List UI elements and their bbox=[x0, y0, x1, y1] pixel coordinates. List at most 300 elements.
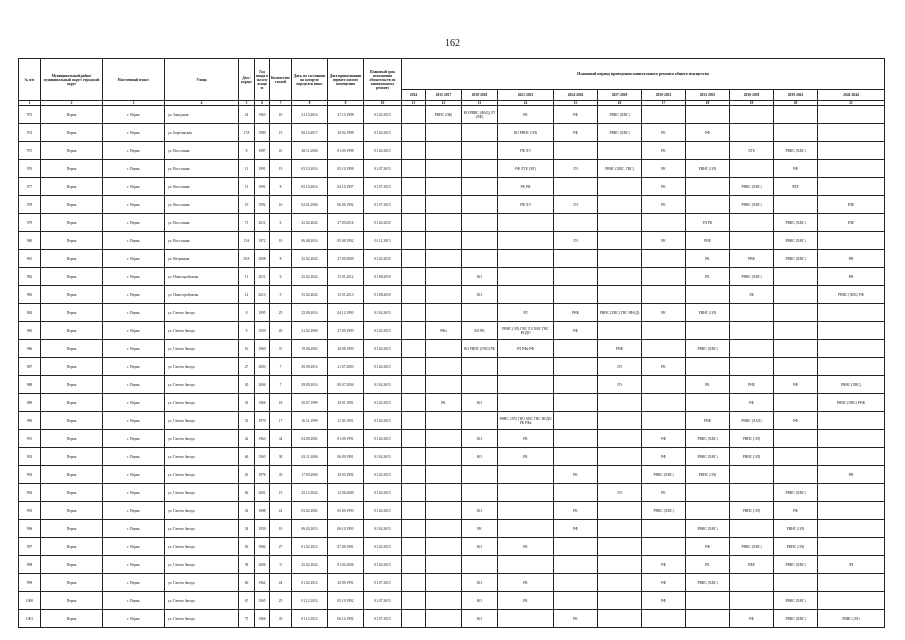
cell-period-work: РВНС (ХВС) bbox=[774, 142, 818, 160]
cell-period-work: КО bbox=[462, 448, 498, 466]
cell-period-work bbox=[730, 322, 774, 340]
cell-num: 993 bbox=[19, 466, 41, 484]
cell-period-work bbox=[498, 250, 554, 268]
cell-district: Пермь bbox=[41, 178, 103, 196]
header-column-number: 5 bbox=[239, 101, 255, 106]
cell-num: 983 bbox=[19, 286, 41, 304]
header-period: 2027-2029 bbox=[598, 90, 642, 101]
cell-district: Пермь bbox=[41, 286, 103, 304]
cell-period-work bbox=[818, 160, 885, 178]
cell-settlement: г. Пермь bbox=[103, 106, 165, 124]
cell-period-work bbox=[426, 286, 462, 304]
cell-period-work: ЛЧ bbox=[818, 556, 885, 574]
cell-num: 996 bbox=[19, 520, 41, 538]
cell-period-work: РФ bbox=[642, 574, 686, 592]
cell-period-work bbox=[642, 268, 686, 286]
cell-settlement: г. Пермь bbox=[103, 592, 165, 610]
cell-street: ул. Восстания bbox=[165, 232, 239, 250]
cell-period-work bbox=[774, 286, 818, 304]
cell-num: 982 bbox=[19, 268, 41, 286]
cell-period-work: РВК bbox=[730, 250, 774, 268]
cell-date-ready: 16.11.1999 bbox=[292, 412, 328, 430]
cell-district: Пермь bbox=[41, 250, 103, 268]
cell-district: Пермь bbox=[41, 196, 103, 214]
header-column-number: 14 bbox=[498, 101, 554, 106]
cell-date-priv: 21.07.2003 bbox=[328, 358, 364, 376]
cell-period-work bbox=[554, 250, 598, 268]
cell-num: 981 bbox=[19, 250, 41, 268]
cell-deadline: 01.02.2015 bbox=[364, 376, 402, 394]
cell-street: ул. Газеты Звезда bbox=[165, 574, 239, 592]
cell-period-work bbox=[402, 232, 426, 250]
cell-period-work: РФ bbox=[774, 412, 818, 430]
cell-period-work: РК bbox=[686, 268, 730, 286]
cell-period-work bbox=[686, 484, 730, 502]
cell-period-work bbox=[774, 448, 818, 466]
cell-district: Пермь bbox=[41, 340, 103, 358]
cell-period-work: РФ bbox=[642, 592, 686, 610]
cell-period-work bbox=[686, 502, 730, 520]
cell-settlement: г. Пермь bbox=[103, 376, 165, 394]
cell-period-work: РК bbox=[462, 520, 498, 538]
cell-floors: 8 bbox=[270, 178, 292, 196]
cell-period-work bbox=[554, 574, 598, 592]
cell-period-work: РК bbox=[498, 106, 554, 124]
cell-period-work: КО bbox=[462, 574, 498, 592]
header-column-number: 21 bbox=[818, 101, 885, 106]
table-row bbox=[19, 106, 885, 124]
cell-date-ready: 25.02.2022 bbox=[292, 268, 328, 286]
table-row bbox=[19, 160, 885, 178]
header-period: 2015-2017 bbox=[426, 90, 462, 101]
cell-floors: 6 bbox=[270, 268, 292, 286]
cell-period-work: ЛЭ bbox=[554, 196, 598, 214]
header-year: Год ввода в эксплуатацию bbox=[255, 59, 270, 101]
cell-period-work: РВНС (ХВС) bbox=[730, 538, 774, 556]
cell-period-work bbox=[426, 520, 462, 538]
cell-date-priv: 12.06.2009 bbox=[328, 484, 364, 502]
cell-period-work bbox=[498, 610, 554, 628]
table-row bbox=[19, 232, 885, 250]
header-district: Муниципальный район/ муниципальный округ/ городской округ bbox=[41, 59, 103, 101]
cell-district: Пермь bbox=[41, 430, 103, 448]
header-column-number: 15 bbox=[554, 101, 598, 106]
cell-period-work bbox=[498, 268, 554, 286]
cell-period-work: РК bbox=[554, 502, 598, 520]
cell-period-work: РВНС (ЭЛ) ГВО ХВС ГВС ВОДО РК РФа bbox=[498, 412, 554, 430]
cell-period-work bbox=[402, 556, 426, 574]
cell-period-work bbox=[598, 592, 642, 610]
cell-period-work bbox=[402, 412, 426, 430]
cell-period-work bbox=[426, 214, 462, 232]
header-date-priv: Дата приватизации первого жилого помещения bbox=[328, 59, 364, 101]
cell-period-work: РВНС (ХВС) bbox=[774, 250, 818, 268]
cell-period-work bbox=[818, 124, 885, 142]
cell-period-work: КО bbox=[462, 502, 498, 520]
cell-deadline: 01.02.2035 bbox=[364, 250, 402, 268]
cell-period-work: РВНС (ХВС) bbox=[686, 340, 730, 358]
cell-period-work: ЛТЕ bbox=[730, 142, 774, 160]
cell-house: 8 bbox=[239, 142, 255, 160]
cell-year: 2001 bbox=[255, 484, 270, 502]
cell-floors: 37 bbox=[270, 340, 292, 358]
cell-period-work bbox=[402, 286, 426, 304]
cell-date-priv: 01.09.1998 bbox=[328, 142, 364, 160]
cell-period-work bbox=[598, 250, 642, 268]
cell-period-work bbox=[818, 430, 885, 448]
cell-settlement: г. Пермь bbox=[103, 448, 165, 466]
cell-period-work bbox=[774, 430, 818, 448]
cell-period-work: РФЕ bbox=[730, 556, 774, 574]
cell-period-work bbox=[554, 538, 598, 556]
cell-num: 973 bbox=[19, 106, 41, 124]
cell-period-work: РВНС (ЭЛ) bbox=[730, 430, 774, 448]
cell-period-work: РВНС (ХВС) bbox=[774, 484, 818, 502]
cell-house: 52 bbox=[239, 502, 255, 520]
cell-period-work: КО РВНС (ГВО) РК bbox=[462, 340, 498, 358]
table-row bbox=[19, 430, 885, 448]
cell-period-work bbox=[818, 142, 885, 160]
cell-period-work bbox=[642, 340, 686, 358]
cell-street: ул. Газеты Звезда bbox=[165, 304, 239, 322]
cell-date-priv: 05.08.1992 bbox=[328, 232, 364, 250]
header-column-number: 7 bbox=[270, 101, 292, 106]
cell-period-work bbox=[818, 412, 885, 430]
cell-period-work bbox=[462, 412, 498, 430]
cell-period-work: КО bbox=[462, 592, 498, 610]
table-row bbox=[19, 520, 885, 538]
cell-period-work: ЛЭ bbox=[598, 376, 642, 394]
header-column-number: 8 bbox=[292, 101, 328, 106]
cell-period-work: РФ ЛЭ bbox=[498, 142, 554, 160]
cell-period-work bbox=[774, 466, 818, 484]
cell-settlement: г. Пермь bbox=[103, 556, 165, 574]
cell-period-work bbox=[686, 178, 730, 196]
cell-period-work bbox=[598, 142, 642, 160]
cell-house: 12 bbox=[239, 286, 255, 304]
cell-period-work: РК bbox=[498, 574, 554, 592]
cell-period-work bbox=[642, 376, 686, 394]
cell-period-work: РФ bbox=[818, 466, 885, 484]
cell-period-work bbox=[730, 484, 774, 502]
cell-period-work: РФ ЛЭ bbox=[498, 196, 554, 214]
header-column-number: 13 bbox=[462, 101, 498, 106]
cell-period-work: ЛЭ bbox=[598, 484, 642, 502]
cell-period-work bbox=[402, 142, 426, 160]
cell-period-work bbox=[462, 124, 498, 142]
cell-floors: 30 bbox=[270, 448, 292, 466]
cell-street: ул. Ветренная bbox=[165, 250, 239, 268]
cell-num: 988 bbox=[19, 376, 41, 394]
cell-floors: 10 bbox=[270, 106, 292, 124]
cell-period-work: РВНС (ХВС) bbox=[774, 592, 818, 610]
cell-period-work: РНК bbox=[686, 412, 730, 430]
cell-period-work bbox=[818, 538, 885, 556]
cell-period-work: РВНС (ЛАЛ) bbox=[730, 412, 774, 430]
cell-period-work: РЛ РФа РФ bbox=[498, 340, 554, 358]
cell-period-work bbox=[402, 106, 426, 124]
cell-deadline: 01.08.2018 bbox=[364, 268, 402, 286]
cell-period-work bbox=[686, 592, 730, 610]
cell-period-work bbox=[818, 484, 885, 502]
cell-period-work: РФ bbox=[774, 376, 818, 394]
cell-period-work bbox=[402, 394, 426, 412]
cell-settlement: г. Пермь bbox=[103, 322, 165, 340]
header-period: 2021-2023 bbox=[498, 90, 554, 101]
cell-deadline: 01.02.2015 bbox=[364, 412, 402, 430]
cell-period-work bbox=[818, 358, 885, 376]
cell-date-ready: 15.02.2022 bbox=[292, 286, 328, 304]
cell-date-ready: 25.02.2022 bbox=[292, 250, 328, 268]
cell-street: ул. Газеты Звезда bbox=[165, 466, 239, 484]
table-row bbox=[19, 286, 885, 304]
cell-period-work bbox=[554, 394, 598, 412]
cell-period-work: КО bbox=[462, 430, 498, 448]
cell-district: Пермь bbox=[41, 556, 103, 574]
cell-period-work bbox=[818, 520, 885, 538]
cell-house: 58 bbox=[239, 556, 255, 574]
cell-district: Пермь bbox=[41, 124, 103, 142]
cell-num: 977 bbox=[19, 178, 41, 196]
table-row bbox=[19, 412, 885, 430]
cell-period-work bbox=[426, 358, 462, 376]
cell-period-work: ЛК bbox=[730, 286, 774, 304]
cell-street: ул. Заводская bbox=[165, 106, 239, 124]
cell-year: 2011 bbox=[255, 214, 270, 232]
cell-period-work bbox=[402, 574, 426, 592]
cell-period-work bbox=[554, 376, 598, 394]
cell-date-ready: 29.09.2014 bbox=[292, 358, 328, 376]
cell-period-work bbox=[598, 268, 642, 286]
cell-date-ready: 19.06.2003 bbox=[292, 340, 328, 358]
cell-deadline: 01.07.2015 bbox=[364, 178, 402, 196]
cell-settlement: г. Пермь bbox=[103, 538, 165, 556]
cell-period-work bbox=[554, 286, 598, 304]
cell-period-work bbox=[554, 484, 598, 502]
cell-period-work bbox=[426, 484, 462, 502]
cell-date-priv: 01.02.2006 bbox=[328, 556, 364, 574]
cell-period-work bbox=[598, 286, 642, 304]
cell-year: 1966 bbox=[255, 610, 270, 628]
cell-period-work bbox=[426, 574, 462, 592]
cell-period-work: РК bbox=[498, 538, 554, 556]
cell-period-work: РФ bbox=[554, 106, 598, 124]
cell-district: Пермь bbox=[41, 232, 103, 250]
cell-period-work: РВНС (ХВС) bbox=[642, 466, 686, 484]
table-row bbox=[19, 322, 885, 340]
cell-period-work: РФ bbox=[818, 268, 885, 286]
cell-date-priv: 06.06.1992 bbox=[328, 196, 364, 214]
cell-period-work bbox=[598, 322, 642, 340]
cell-period-work: РК bbox=[554, 466, 598, 484]
cell-num: 976 bbox=[19, 160, 41, 178]
cell-year: 1992 bbox=[255, 196, 270, 214]
cell-date-priv: 15.01.2013 bbox=[328, 286, 364, 304]
table-row bbox=[19, 358, 885, 376]
cell-date-ready: 02.11.2006 bbox=[292, 448, 328, 466]
cell-year: 1979 bbox=[255, 412, 270, 430]
cell-year: 1991 bbox=[255, 160, 270, 178]
cell-house: 24 bbox=[239, 106, 255, 124]
cell-settlement: г. Пермь bbox=[103, 610, 165, 628]
cell-num: 985 bbox=[19, 322, 41, 340]
header-period: 2030-2032 bbox=[642, 90, 686, 101]
cell-period-work bbox=[554, 556, 598, 574]
cell-date-priv: 04.10.1997 bbox=[328, 178, 364, 196]
header-column-number: 20 bbox=[774, 101, 818, 106]
cell-period-work: РФ bbox=[818, 250, 885, 268]
cell-house: 71 bbox=[239, 214, 255, 232]
cell-period-work bbox=[402, 376, 426, 394]
cell-period-work bbox=[774, 340, 818, 358]
cell-period-work: РВНС (ХВС) РФ bbox=[818, 286, 885, 304]
cell-period-work: РВНС (ЭЛ) ГВС ЛЭ ХВС ГВС ВОДО bbox=[498, 322, 554, 340]
cell-period-work bbox=[462, 304, 498, 322]
cell-period-work bbox=[426, 196, 462, 214]
cell-period-work: РВНС (ЭЛ) bbox=[730, 448, 774, 466]
cell-period-work bbox=[402, 502, 426, 520]
cell-period-work bbox=[598, 574, 642, 592]
cell-period-work bbox=[774, 304, 818, 322]
cell-period-work bbox=[686, 394, 730, 412]
cell-period-work: РВНС (ХВС) ГВС РФАД) bbox=[598, 304, 642, 322]
cell-floors: 7 bbox=[270, 358, 292, 376]
cell-period-work bbox=[498, 484, 554, 502]
cell-street: ул. Новостройчатая bbox=[165, 286, 239, 304]
cell-period-work bbox=[598, 448, 642, 466]
cell-period-work: РВНС (ЭЛ) bbox=[686, 160, 730, 178]
cell-period-work bbox=[498, 232, 554, 250]
cell-settlement: г. Пермь bbox=[103, 502, 165, 520]
cell-date-priv: 07.08.1991 bbox=[328, 538, 364, 556]
header-period: 2042-2044 bbox=[818, 90, 885, 101]
cell-period-work bbox=[554, 430, 598, 448]
cell-period-work bbox=[402, 322, 426, 340]
cell-date-ready: 21.02.2000 bbox=[292, 322, 328, 340]
cell-district: Пермь bbox=[41, 448, 103, 466]
cell-period-work bbox=[774, 394, 818, 412]
cell-num: 989 bbox=[19, 394, 41, 412]
cell-period-work bbox=[554, 358, 598, 376]
cell-period-work bbox=[598, 394, 642, 412]
cell-year: 1959 bbox=[255, 322, 270, 340]
cell-deadline: 01.02.2015 bbox=[364, 502, 402, 520]
cell-period-work: РФ bbox=[554, 322, 598, 340]
header-column-number: 6 bbox=[255, 101, 270, 106]
cell-period-work bbox=[642, 322, 686, 340]
cell-period-work: РК bbox=[642, 358, 686, 376]
cell-period-work bbox=[402, 466, 426, 484]
cell-num: 978 bbox=[19, 196, 41, 214]
cell-street: ул. Восстания bbox=[165, 214, 239, 232]
cell-date-ready: 30.07.1999 bbox=[292, 394, 328, 412]
cell-house: 35 bbox=[239, 412, 255, 430]
cell-num: 999 bbox=[19, 574, 41, 592]
cell-district: Пермь bbox=[41, 412, 103, 430]
cell-num: 997 bbox=[19, 538, 41, 556]
cell-deadline: 01.02.2015 bbox=[364, 322, 402, 340]
cell-num: 1001 bbox=[19, 610, 41, 628]
cell-period-work bbox=[462, 160, 498, 178]
cell-period-work: КО bbox=[462, 394, 498, 412]
cell-period-work bbox=[498, 394, 554, 412]
cell-period-work: РВНС (ЛК) bbox=[426, 106, 462, 124]
cell-district: Пермь bbox=[41, 322, 103, 340]
cell-deadline: 01.02.2015 bbox=[364, 538, 402, 556]
cell-year: 2008 bbox=[255, 250, 270, 268]
cell-street: ул. Газеты Звезда bbox=[165, 376, 239, 394]
cell-period-work bbox=[402, 268, 426, 286]
cell-date-priv: 06.09.1991 bbox=[328, 448, 364, 466]
cell-date-ready: 03.02.2002 bbox=[292, 502, 328, 520]
cell-period-work bbox=[426, 466, 462, 484]
cell-house: 8 bbox=[239, 304, 255, 322]
cell-period-work bbox=[462, 250, 498, 268]
cell-period-work bbox=[462, 484, 498, 502]
cell-period-work: ЛЭ bbox=[554, 232, 598, 250]
cell-period-work bbox=[498, 376, 554, 394]
cell-num: 995 bbox=[19, 502, 41, 520]
cell-period-work bbox=[426, 340, 462, 358]
cell-year: 2013 bbox=[255, 286, 270, 304]
cell-num: 984 bbox=[19, 304, 41, 322]
cell-house: 11А bbox=[239, 232, 255, 250]
table-row bbox=[19, 556, 885, 574]
cell-period-work: РФ bbox=[642, 448, 686, 466]
cell-deadline: 01.11.2015 bbox=[364, 232, 402, 250]
cell-period-work: РВНС (ХВС) bbox=[686, 448, 730, 466]
cell-street: ул. Газеты Звезда bbox=[165, 448, 239, 466]
cell-settlement: г. Пермь bbox=[103, 196, 165, 214]
header-num: № п/п bbox=[19, 59, 41, 101]
cell-period-work: КО,РВНС (ФАД) ЛТ (ЛФ) bbox=[462, 106, 498, 124]
cell-period-work bbox=[402, 340, 426, 358]
cell-house: 54 bbox=[239, 520, 255, 538]
header-planned-period: Плановый период проведения капитального ремонта общего имущества bbox=[402, 59, 885, 90]
cell-num: 991 bbox=[19, 430, 41, 448]
cell-period-work bbox=[774, 322, 818, 340]
cell-year: 1962 bbox=[255, 574, 270, 592]
cell-street: ул. Газеты Звезда bbox=[165, 322, 239, 340]
cell-district: Пермь bbox=[41, 520, 103, 538]
table-row bbox=[19, 304, 885, 322]
cell-deadline: 01.08.2018 bbox=[364, 286, 402, 304]
cell-period-work bbox=[402, 250, 426, 268]
cell-period-work bbox=[598, 556, 642, 574]
table-row bbox=[19, 142, 885, 160]
cell-house: 42 bbox=[239, 430, 255, 448]
cell-district: Пермь bbox=[41, 214, 103, 232]
cell-period-work bbox=[426, 610, 462, 628]
cell-period-work bbox=[426, 160, 462, 178]
cell-deadline: 01.02.2015 bbox=[364, 394, 402, 412]
cell-period-work: РЛ РК bbox=[686, 214, 730, 232]
cell-date-priv: 09.07.2004 bbox=[328, 376, 364, 394]
cell-date-priv: 10.01.1991 bbox=[328, 394, 364, 412]
cell-period-work: РФ bbox=[774, 160, 818, 178]
header-date-ready: Дата, по состоянию на которую определен износ bbox=[292, 59, 328, 101]
cell-period-work bbox=[402, 610, 426, 628]
cell-period-work: РНК bbox=[598, 340, 642, 358]
cell-settlement: г. Пермь bbox=[103, 484, 165, 502]
header-period: 2018-2020 bbox=[462, 90, 498, 101]
cell-date-ready: 06.08.2014 bbox=[292, 232, 328, 250]
cell-period-work: РК bbox=[498, 448, 554, 466]
cell-period-work: РВНС (ХВС) bbox=[686, 520, 730, 538]
cell-period-work: РК bbox=[554, 610, 598, 628]
cell-period-work bbox=[462, 466, 498, 484]
cell-date-ready: 29.09.2014 bbox=[292, 376, 328, 394]
